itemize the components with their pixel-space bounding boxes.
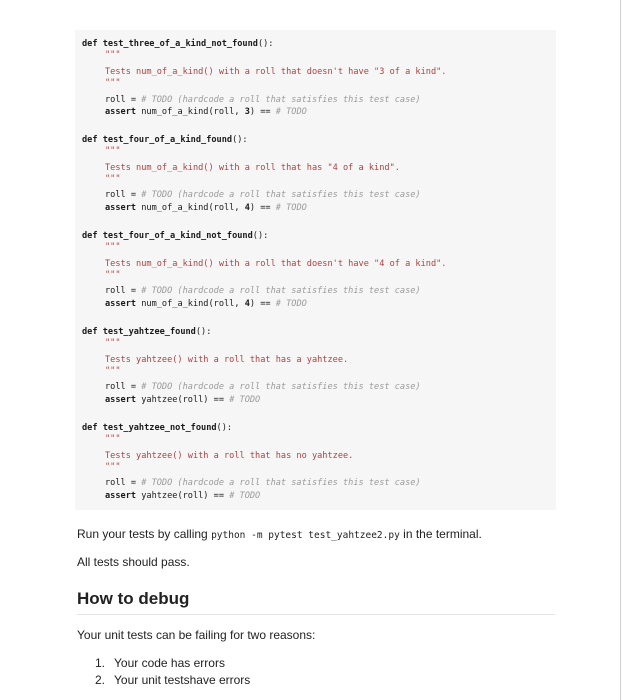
assert-call: num_of_a_kind(roll,	[136, 107, 245, 117]
assert-keyword: assert	[105, 107, 137, 117]
assert-tail: ) ==	[249, 299, 276, 309]
signature-tail: ():	[216, 423, 233, 433]
todo-comment: # TODO	[275, 203, 307, 213]
roll-line	[105, 190, 421, 201]
docstring-text: Tests num_of_a_kind() with a roll that has "4 of a kind".	[105, 163, 400, 173]
assert-keyword: assert	[105, 299, 137, 309]
docstring-open: """	[105, 50, 121, 60]
todo-comment: # TODO	[229, 395, 261, 405]
def-keyword: def	[82, 39, 98, 49]
roll-assignment: roll =	[105, 286, 142, 296]
todo-comment: # TODO	[229, 491, 261, 501]
list-item	[95, 655, 225, 671]
function-signature	[82, 423, 232, 434]
assert-number: 4	[244, 203, 250, 213]
how-to-debug-heading: How to debug	[77, 589, 190, 608]
todo-comment: # TODO	[275, 107, 307, 117]
run-tests-paragraph	[77, 526, 482, 544]
function-signature	[82, 39, 273, 50]
function-signature	[82, 327, 211, 338]
docstring-text: Tests num_of_a_kind() with a roll that doesn't have "4 of a kind".	[105, 259, 447, 269]
todo-comment: # TODO (hardcode a roll that satisfies this test case)	[141, 95, 421, 105]
assert-call: num_of_a_kind(roll,	[136, 299, 245, 309]
def-keyword: def	[82, 327, 98, 337]
signature-tail: ():	[232, 135, 248, 145]
docstring-open: """	[105, 146, 121, 156]
todo-comment: # TODO (hardcode a roll that satisfies this test case)	[141, 286, 421, 296]
signature-tail: ():	[252, 231, 269, 241]
function-name: test_four_of_a_kind_found	[102, 135, 233, 145]
def-keyword: def	[82, 423, 98, 433]
signature-tail: ():	[195, 327, 212, 337]
docstring-text: Tests num_of_a_kind() with a roll that doesn't have "3 of a kind".	[105, 67, 447, 77]
assert-tail: ) ==	[249, 203, 276, 213]
assert-line	[105, 491, 260, 502]
docstring-text: Tests yahtzee() with a roll that has no yahtzee.	[105, 451, 354, 461]
function-name: test_four_of_a_kind_not_found	[102, 231, 253, 241]
function-signature	[82, 135, 248, 146]
assert-line	[105, 395, 260, 406]
pytest-command: python -m pytest test_yahtzee2.py	[211, 530, 400, 541]
run-tests-text-end: in the terminal.	[399, 527, 482, 541]
roll-assignment: roll =	[105, 190, 142, 200]
roll-line	[105, 95, 421, 106]
roll-assignment: roll =	[105, 382, 142, 392]
assert-number: 3	[244, 107, 250, 117]
docstring-close: """	[105, 78, 121, 88]
assert-keyword: assert	[105, 395, 137, 405]
page-edge	[620, 0, 621, 700]
list-item-text: Your code has errors	[114, 656, 225, 670]
assert-call: yahtzee(roll) ==	[136, 395, 230, 405]
docstring-open: """	[105, 242, 121, 252]
assert-keyword: assert	[105, 491, 137, 501]
list-item-text: Your unit testshave errors	[114, 673, 251, 687]
roll-assignment: roll =	[105, 95, 142, 105]
roll-line	[105, 382, 421, 393]
roll-line	[105, 286, 421, 297]
run-tests-text: Run your tests by calling	[77, 527, 212, 541]
todo-comment: # TODO (hardcode a roll that satisfies this test case)	[141, 190, 421, 200]
all-pass-paragraph: All tests should pass.	[77, 555, 190, 569]
signature-tail: ():	[257, 39, 274, 49]
docstring-open: """	[105, 338, 121, 348]
roll-line	[105, 478, 421, 489]
list-item	[95, 672, 250, 688]
assert-line	[105, 299, 307, 310]
assert-call: yahtzee(roll) ==	[136, 491, 230, 501]
assert-line	[105, 107, 307, 118]
todo-comment: # TODO (hardcode a roll that satisfies this test case)	[141, 478, 421, 488]
function-signature	[82, 231, 268, 242]
assert-number: 4	[244, 299, 250, 309]
assert-tail: ) ==	[249, 107, 276, 117]
code-block	[75, 30, 556, 510]
todo-comment: # TODO	[275, 299, 307, 309]
debug-intro-paragraph: Your unit tests can be failing for two reasons:	[77, 628, 316, 642]
def-keyword: def	[82, 135, 98, 145]
docstring-close: """	[105, 174, 121, 184]
list-marker: 2.	[95, 673, 106, 687]
docstring-text: Tests yahtzee() with a roll that has a yahtzee.	[105, 355, 349, 365]
assert-call: num_of_a_kind(roll,	[136, 203, 245, 213]
heading-divider	[77, 614, 555, 615]
list-marker: 1.	[95, 656, 106, 670]
function-name: test_yahtzee_not_found	[102, 423, 217, 433]
function-name: test_three_of_a_kind_not_found	[102, 39, 258, 49]
docstring-close: """	[105, 270, 121, 280]
def-keyword: def	[82, 231, 98, 241]
assert-keyword: assert	[105, 203, 137, 213]
docstring-open: """	[105, 434, 121, 444]
assert-line	[105, 203, 307, 214]
todo-comment: # TODO (hardcode a roll that satisfies this test case)	[141, 382, 421, 392]
docstring-close: """	[105, 366, 121, 376]
function-name: test_yahtzee_found	[102, 327, 196, 337]
docstring-close: """	[105, 462, 121, 472]
roll-assignment: roll =	[105, 478, 142, 488]
